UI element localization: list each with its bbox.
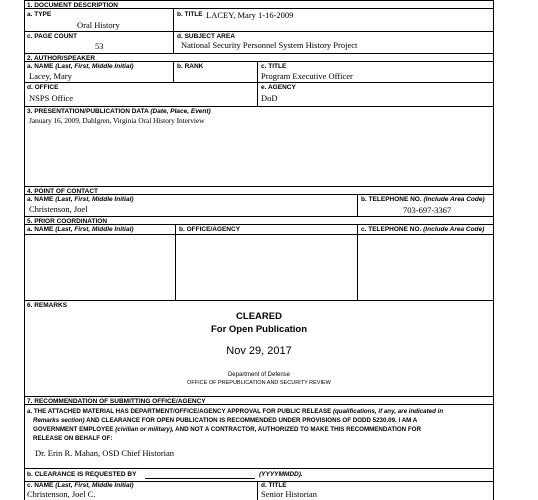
title-label: b. TITLE	[177, 11, 203, 18]
author-title-label: c. TITLE	[261, 63, 287, 70]
dd-form-1910	[24, 0, 494, 500]
section-1-header: 1. DOCUMENT DESCRIPTION	[25, 0, 493, 9]
section-5-header: 5. PRIOR COORDINATION	[25, 216, 493, 225]
author-name-label: a. NAME (Last, First, Middle Initial)	[27, 63, 134, 70]
author-title-value: Program Executive Officer	[261, 71, 353, 81]
coord-phone-label: c. TELEPHONE NO. (Include Area Code)	[361, 226, 485, 233]
subject-area-value: National Security Personnel System History Project	[181, 40, 358, 50]
clearance-requested-label: b. CLEARANCE IS REQUESTED BY	[27, 471, 137, 478]
presentation-data-value: January 16, 2009, Dahlgren, Virginia Oral History Interview	[29, 116, 205, 125]
clearance-date-hint: (YYYYMMDD).	[259, 471, 303, 478]
recommendation-line-1: a. THE ATTACHED MATERIAL HAS DEPARTMENT/OFFICE/AGENCY APPROVAL FOR PUBLIC RELEASE (qualifications, if any, are indicated in	[27, 408, 444, 415]
poc-phone-label: b. TELEPHONE NO. (Include Area Code)	[361, 196, 485, 203]
section-2-header: 2. AUTHOR/SPEAKER	[25, 53, 493, 62]
agency-label: e. AGENCY	[261, 84, 296, 91]
author-name-value: Lacey, Mary	[29, 71, 72, 81]
section-4-header: 4. POINT OF CONTACT	[25, 186, 493, 195]
cleared-date: Nov 29, 2017	[226, 345, 292, 357]
recommendation-line-3: GOVERNMENT EMPLOYEE (civilian or military), AND NOT A CONTRACTOR, AUTHORIZED TO MAKE THIS RECOMMENDATION FOR	[33, 426, 421, 433]
cleared-stamp: CLEARED	[236, 311, 282, 322]
cleared-office: OFFICE OF PREPUBLICATION AND SECURITY REVIEW	[187, 380, 331, 386]
cleared-department: Department of Defense	[227, 372, 291, 378]
poc-name-value: Christenson, Joel	[29, 204, 88, 214]
coord-name-label: a. NAME (Last, First, Middle Initial)	[27, 226, 134, 233]
submitter-title-label: d. TITLE	[261, 482, 287, 489]
coord-office-label: b. OFFICE/AGENCY	[179, 226, 241, 233]
section-7-header: 7. RECOMMENDATION OF SUBMITTING OFFICE/AGENCY	[25, 396, 493, 405]
cleared-stamp-subtitle: For Open Publication	[210, 324, 308, 335]
type-value: Oral History	[77, 20, 120, 30]
page-count-label: c. PAGE COUNT	[27, 33, 78, 40]
agency-value: DoD	[261, 93, 278, 103]
section-6-header: 6. REMARKS	[27, 302, 68, 309]
office-label: d. OFFICE	[27, 84, 59, 91]
office-value: NSPS Office	[29, 93, 73, 103]
rank-label: b. RANK	[177, 63, 204, 70]
page-count-value: 53	[95, 41, 104, 51]
recommendation-line-4: RELEASE ON BEHALF OF:	[33, 435, 113, 442]
submitter-name-value: Christenson, Joel C.	[27, 489, 96, 499]
poc-name-label: a. NAME (Last, First, Middle Initial)	[27, 196, 134, 203]
submitter-title-value: Senior Historian	[261, 489, 317, 499]
type-label: a. TYPE	[27, 11, 52, 18]
poc-phone-value: 703-697-3367	[403, 205, 452, 215]
section-3-header: 3. PRESENTATION/PUBLICATION DATA (Date, Place, Event)	[27, 108, 211, 115]
submitter-name-label: c. NAME (Last, First, Middle Initial)	[27, 482, 134, 489]
subject-area-label: d. SUBJECT AREA	[177, 33, 235, 40]
title-value: LACEY, Mary 1-16-2009	[206, 10, 294, 20]
on-behalf-of-value: Dr. Erin R. Mahan, OSD Chief Historian	[35, 448, 175, 458]
recommendation-line-2: Remarks section) AND CLEARANCE FOR OPEN PUBLICATION IS RECOMMENDED UNDER PROVISIONS OF DODD 5230.09. I AM A	[33, 417, 418, 424]
